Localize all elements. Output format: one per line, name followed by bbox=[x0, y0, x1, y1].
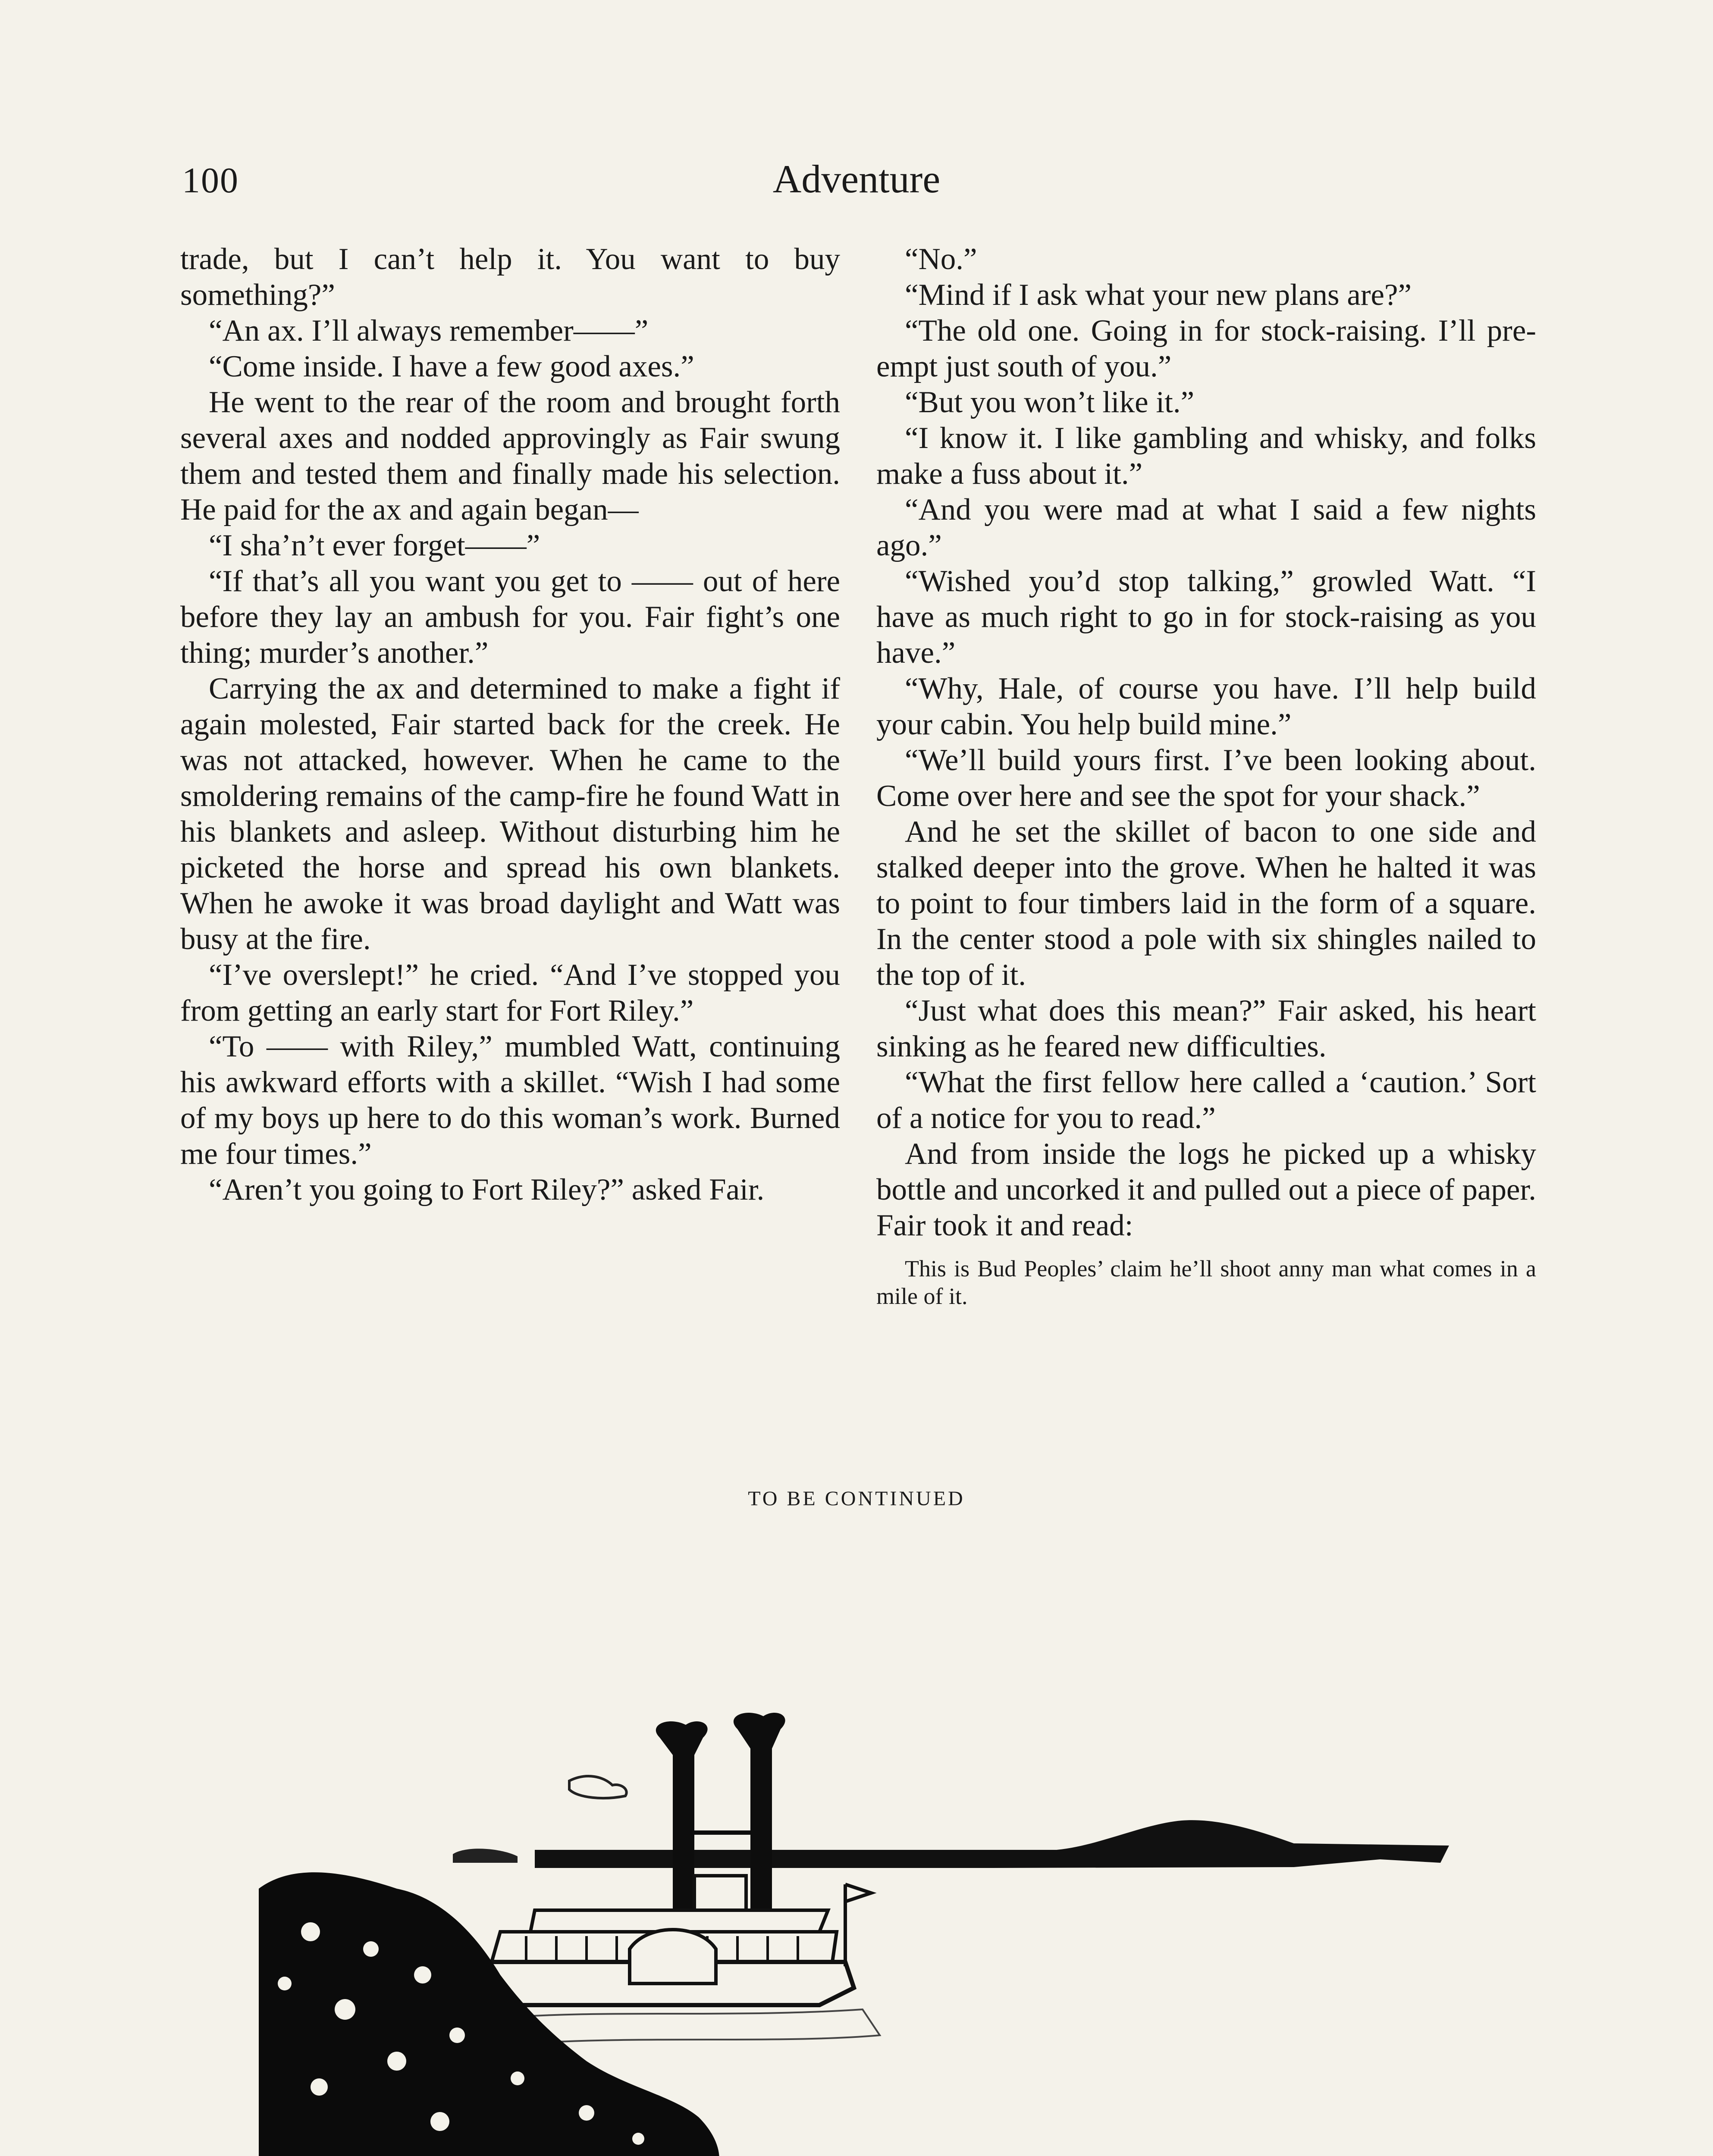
distant-shoreline bbox=[535, 1820, 1449, 1868]
paragraph: “Mind if I ask what your new plans are?” bbox=[905, 278, 1412, 312]
paragraph: He went to the rear of the room and brought forth several axes and nodded approvingly as Fair swung them and tested them and finally made his selection. He paid for the ax and again began— bbox=[180, 385, 840, 526]
paragraph: And from inside the logs he picked up a whisky bottle and uncorked it and pulled out a piece of paper. Fair took it and read: bbox=[876, 1137, 1536, 1242]
paragraph: “To —— with Riley,” mumbled Watt, continuing his awkward efforts with a skillet. “Wish I had some of my boys up here to do this woman’s work. Burned me four times.” bbox=[180, 1030, 840, 1171]
to-be-continued: TO BE CONTINUED bbox=[748, 1487, 965, 1510]
paragraph: “An ax. I’ll always remember——” bbox=[209, 314, 649, 348]
left-column bbox=[180, 241, 840, 1208]
paragraph: “I know it. I like gambling and whisky, and folks make a fuss about it.” bbox=[876, 421, 1536, 491]
paragraph: “What the first fellow here called a ‘caution.’ Sort of a notice for you to read.” bbox=[876, 1065, 1536, 1135]
right-column bbox=[876, 241, 1536, 1310]
paragraph: trade, but I can’t help it. You want to buy something?” bbox=[180, 242, 840, 312]
paragraph: “But you won’t like it.” bbox=[905, 385, 1195, 419]
paragraph: “The old one. Going in for stock-raising. I’ll pre-empt just south of you.” bbox=[876, 314, 1536, 383]
paddle-wheel-box bbox=[630, 1930, 716, 1984]
smoke bbox=[569, 1776, 627, 1798]
paragraph: “We’ll build yours first. I’ve been looking about. Come over here and see the spot for your shack.” bbox=[876, 743, 1536, 813]
page-number: 100 bbox=[182, 160, 239, 201]
paragraph: “If that’s all you want you get to —— out of here before they lay an ambush for you. Fair fight’s one thing; murder’s another.” bbox=[180, 564, 840, 670]
paragraph: “I’ve overslept!” he cried. “And I’ve stopped you from getting an early start for Fort Riley.” bbox=[180, 958, 840, 1028]
paragraph: “Just what does this mean?” Fair asked, his heart sinking as he feared new difficulties. bbox=[876, 994, 1536, 1063]
paragraph: “I sha’n’t ever forget——” bbox=[209, 529, 540, 562]
paragraph: “Wished you’d stop talking,” growled Watt. “I have as much right to go in for stock-raising as you have.” bbox=[876, 564, 1536, 670]
claim-note: This is Bud Peoples’ claim he’ll shoot anny man what comes in a mile of it. bbox=[876, 1256, 1536, 1309]
steamboat-illustration bbox=[259, 1708, 1466, 2156]
small-island bbox=[453, 1849, 518, 1863]
flag bbox=[845, 1884, 871, 1966]
paragraph: “Aren’t you going to Fort Riley?” asked Fair. bbox=[209, 1173, 765, 1206]
paragraph: “Come inside. I have a few good axes.” bbox=[209, 350, 694, 383]
paragraph: “Why, Hale, of course you have. I’ll help build your cabin. You help build mine.” bbox=[876, 672, 1536, 741]
paragraph: Carrying the ax and determined to make a fight if again molested, Fair started back for the creek. He was not attacked, however. When he came to the smoldering remains of the camp-fire he found Watt in his blankets and asleep. Without disturbing him he picketed the horse and spread his own blankets. When he awoke it was broad daylight and Watt was busy at the fire. bbox=[180, 672, 840, 956]
pilot-house bbox=[694, 1876, 746, 1910]
paragraph: And he set the skillet of bacon to one side and stalked deeper into the grove. When he halted it was to point to four timbers laid in the form of a square. In the center stood a pole with six shingles nailed to the top of it. bbox=[876, 815, 1536, 992]
paragraph: “No.” bbox=[905, 242, 977, 276]
running-head-title: Adventure bbox=[772, 157, 941, 201]
paragraph: “And you were mad at what I said a few nights ago.” bbox=[876, 493, 1536, 562]
